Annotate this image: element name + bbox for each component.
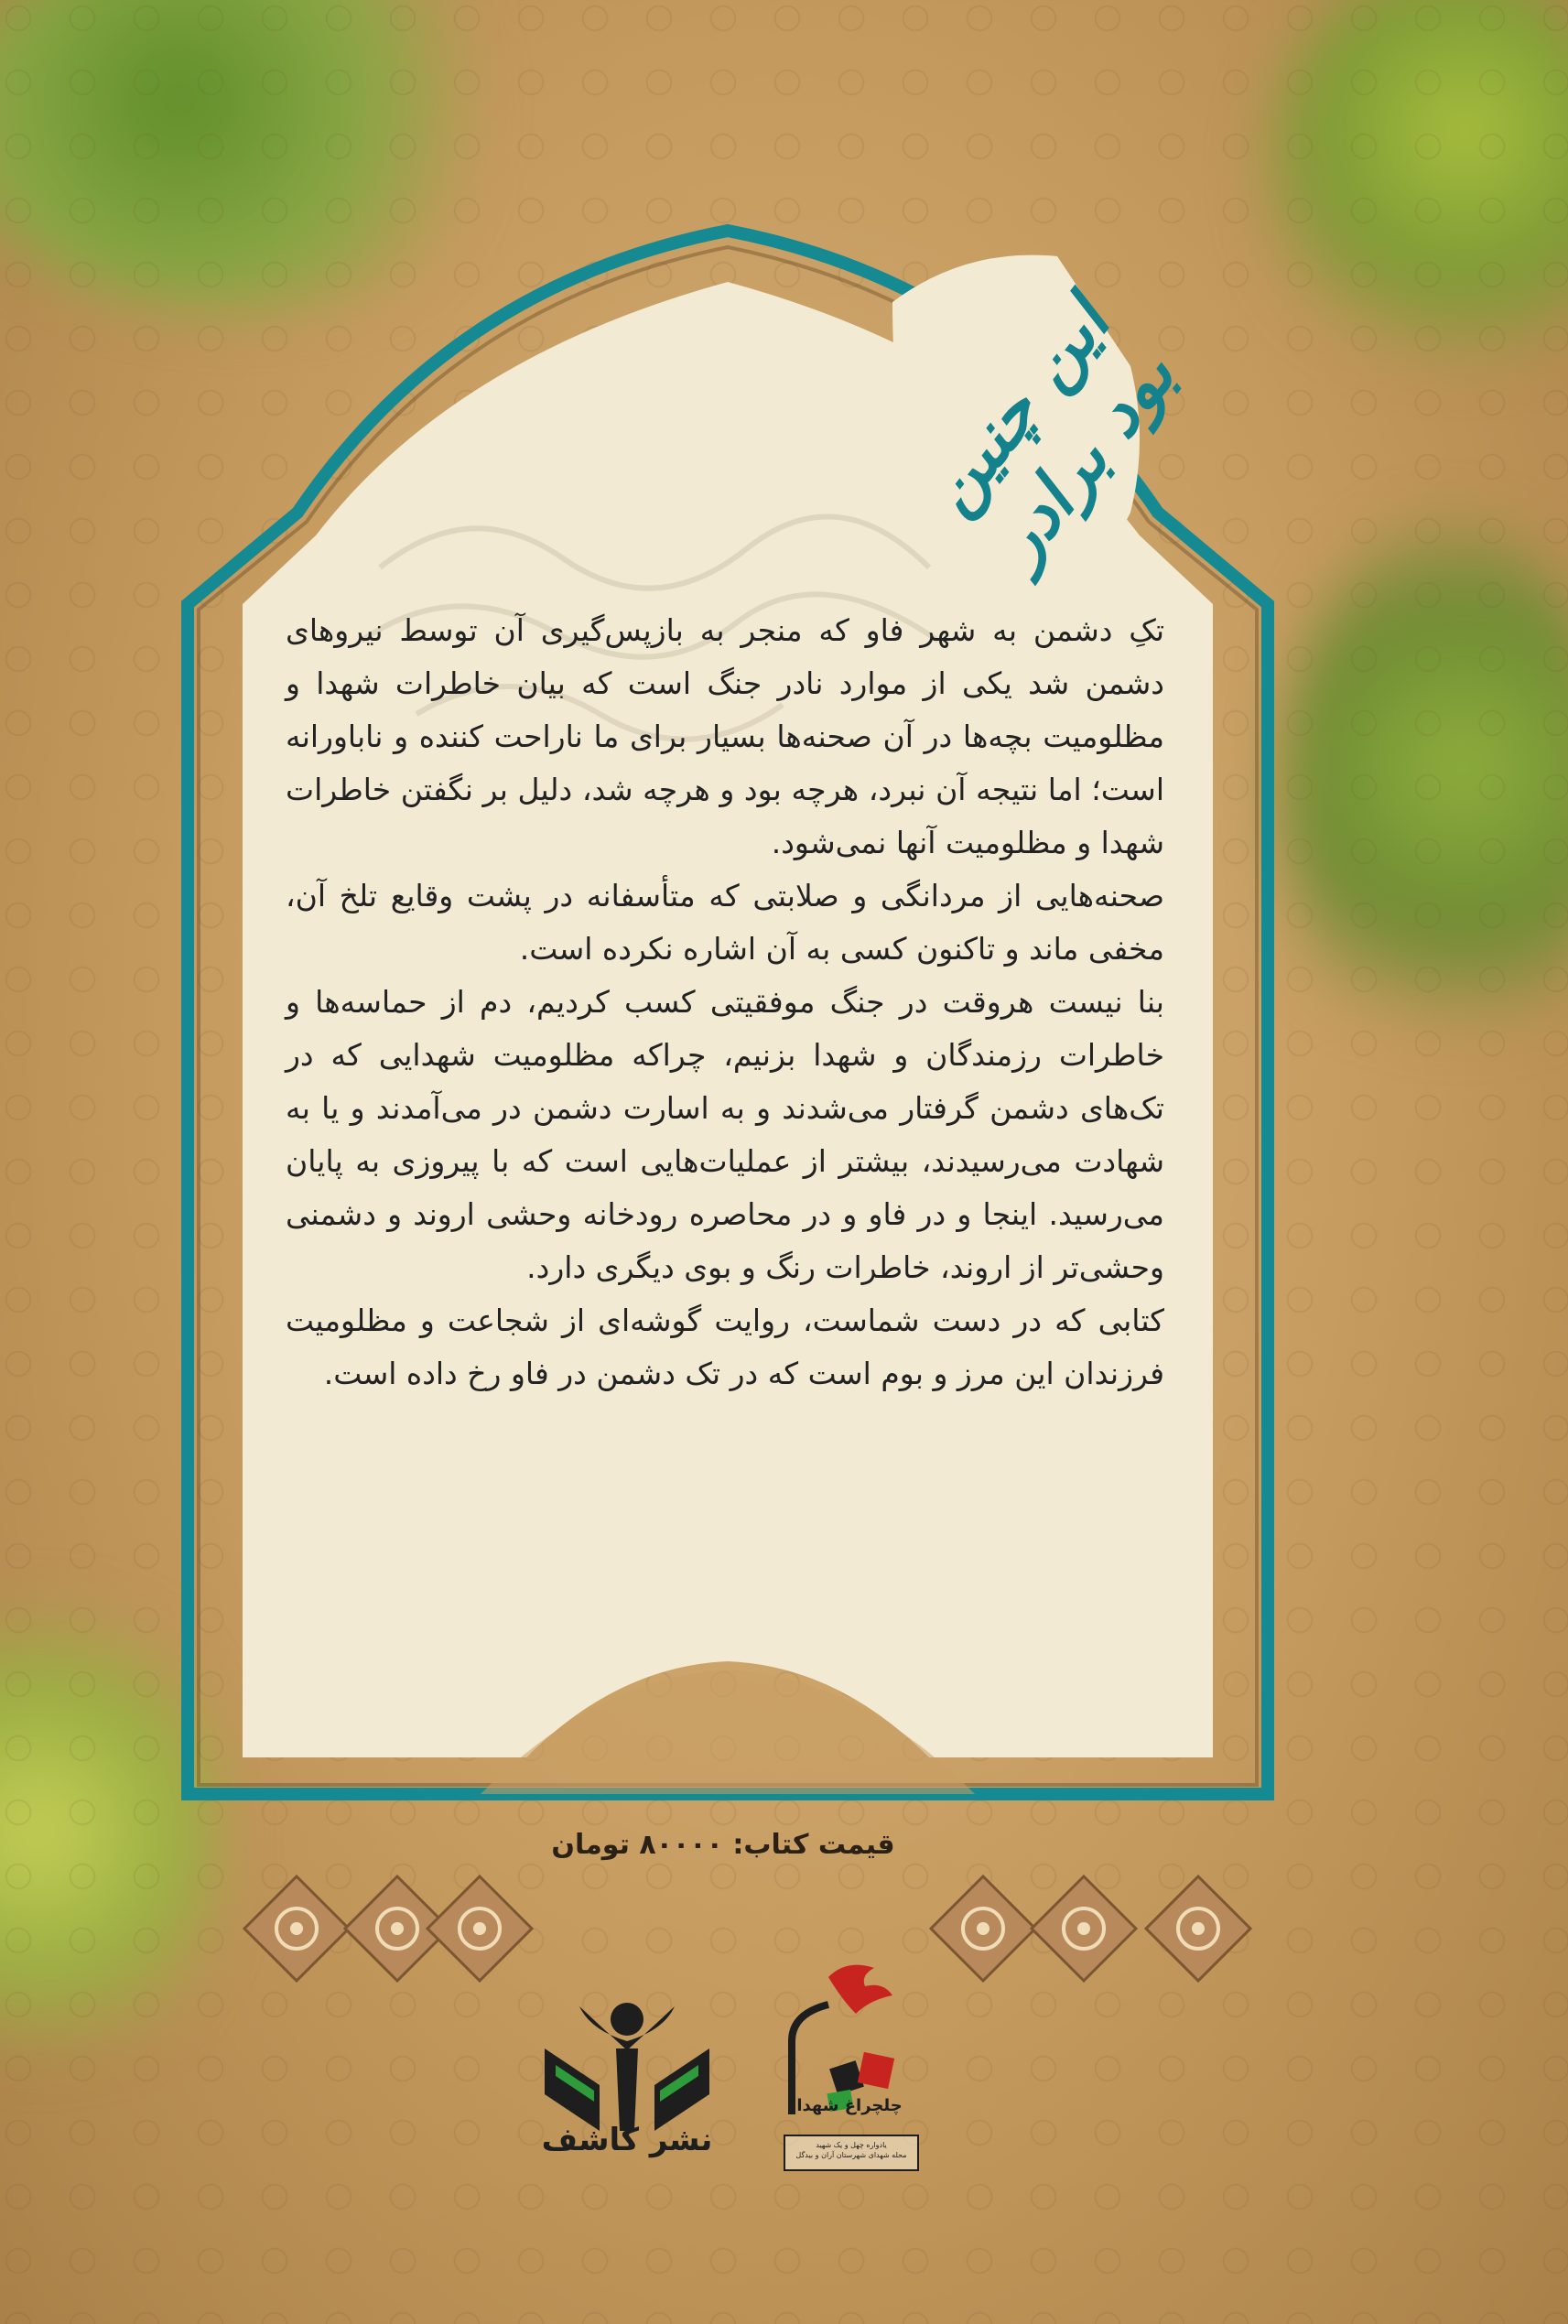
blurb-paragraph: صحنه‌هایی از مردانگی و صلابتی که متأسفانه در پشت وقایع تلخ آن، مخفی ماند و تاکنون کسی به آن اشاره نکرده است.	[286, 878, 1164, 967]
shohada-caption-line: یادواره چهل و یک شهید	[816, 2141, 887, 2149]
book-title: این چنین بود برادر	[910, 284, 1191, 579]
ornament-tile	[929, 1875, 1037, 1983]
ornament-tile	[1030, 1875, 1138, 1983]
ornament-tile	[1144, 1875, 1252, 1983]
blurb-paragraph: تکِ دشمن به شهر فاو که منجر به بازپس‌گیری آن توسط نیروهای دشمن شد یکی از موارد نادر جنگ است که بیان خاطرات شهدا و مظلومیت بچه‌ها در آن صحنه‌ها بسیار برای ما ناراحت کننده و ناباورانه است؛ اما نتیجه آن نبرد، هرچه بود و هرچه شد، دلیل بر نگفتن خاطرات شهدا و مظلومیت آنها نمی‌شود.	[286, 612, 1164, 860]
blurb-paragraph: کتابی که در دست شماست، روایت گوشه‌ای از شجاعت و مظلومیت فرزندان این مرز و بوم است که در تک دشمن در فاو رخ داده است.	[286, 1303, 1164, 1391]
blurb-paragraph: بنا نیست هروقت در جنگ موفقیتی کسب کردیم، دم از حماسه‌ها و خاطرات رزمندگان و شهدا بزنیم، چراکه مظلومیت شهدایی که در تک‌های دشمن گرفتار می‌شدند و به اسارت دشمن در می‌آمدند و یا به شهادت می‌رسیدند، بیشتر از عملیات‌هایی است که با پیروزی به پایان می‌رسید. اینجا و در فاو و در محاصره رودخانه وحشی اروند و دشمنی وحشی‌تر از اروند، خاطرات رنگ و بوی دیگری دارد.	[286, 984, 1164, 1285]
red-dove-icon	[828, 1965, 892, 2014]
shohada-logo-name: چلچراغ شهدا	[796, 2096, 903, 2115]
book-price: قیمت کتاب: ۸۰۰۰۰ تومان	[551, 1829, 895, 1861]
ornament-tile	[426, 1875, 534, 1983]
kashef-logo-text: نشر کاشف	[541, 2122, 713, 2158]
ornament-tile	[243, 1875, 351, 1983]
shohada-logo-caption	[784, 2135, 919, 2171]
shohada-caption-line: محله شهدای شهرستان آران و بیدگل	[795, 2151, 907, 2159]
back-cover-blurb	[286, 604, 1164, 1721]
